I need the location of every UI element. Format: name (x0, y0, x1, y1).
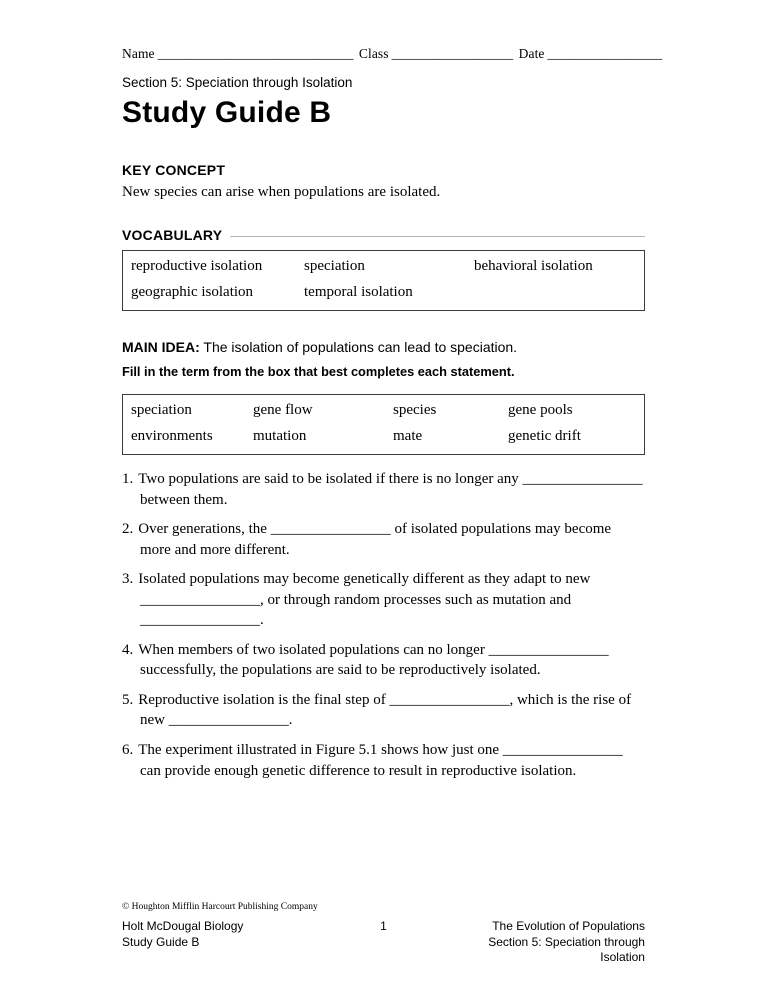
question-text: Over generations, the ________________ of isolated populations may become more and more different. (138, 521, 612, 558)
section-label: Section 5: Speciation through Isolation (122, 75, 353, 90)
key-concept-heading: KEY CONCEPT (122, 162, 226, 178)
key-concept-text: New species can arise when populations are isolated. (122, 184, 441, 200)
question-number: 6. (122, 742, 134, 759)
question-item (122, 569, 645, 631)
question-number: 4. (122, 641, 134, 658)
name-class-date-line (122, 46, 663, 62)
vocab-term: speciation (304, 258, 365, 274)
vocab-term: temporal isolation (304, 284, 413, 300)
footer-book-title: Holt McDougal Biology (122, 919, 244, 934)
vocabulary-box (122, 250, 645, 311)
vocab-term (474, 284, 636, 301)
footer-guide-title: Study Guide B (122, 934, 200, 949)
footer-row (122, 919, 645, 966)
date-blank: _________________ (547, 46, 663, 61)
word-bank-term: mutation (253, 428, 307, 444)
question-item (122, 469, 645, 510)
class-label: Class (358, 46, 389, 61)
question-item (122, 740, 645, 781)
copyright-notice: © Houghton Mifflin Harcourt Publishing Company (122, 902, 318, 913)
question-number: 3. (122, 571, 134, 588)
vocabulary-heading: VOCABULARY (122, 227, 223, 243)
question-list (122, 469, 645, 781)
word-bank-term: species (393, 402, 437, 418)
question-text: Reproductive isolation is the final step of ________________, which is the rise of new ________________. (138, 691, 632, 729)
page-footer (122, 902, 645, 966)
main-idea-line (122, 339, 645, 355)
question-number: 2. (122, 521, 134, 538)
main-idea-text: The isolation of populations can lead to speciation. (199, 339, 518, 355)
main-idea-label: MAIN IDEA: (122, 339, 200, 355)
question-text: When members of two isolated populations can no longer ________________ successfully, the populations are said to be reproductively isolated. (138, 641, 609, 679)
question-number: 5. (122, 691, 134, 708)
question-number: 1. (122, 471, 134, 487)
footer-left (122, 919, 296, 966)
vocab-term: behavioral isolation (474, 258, 593, 274)
word-bank-term: genetic drift (508, 428, 581, 444)
class-blank: __________________ (391, 46, 514, 61)
word-bank-term: environments (131, 428, 213, 444)
question-text: Two populations are said to be isolated if there is no longer any ________________ between them. (138, 471, 643, 508)
word-bank-term: speciation (131, 402, 192, 418)
footer-chapter-title: The Evolution of Populations (492, 919, 645, 934)
word-bank-term: mate (393, 428, 423, 444)
footer-section-title: Section 5: Speciation through Isolation (488, 934, 645, 965)
word-bank-box (122, 394, 645, 455)
vocab-term: geographic isolation (131, 284, 254, 300)
question-text: The experiment illustrated in Figure 5.1 shows how just one ________________ can provide enough genetic difference to result in reproductive isolation. (138, 742, 623, 779)
question-item (122, 640, 645, 681)
name-blank: _____________________________ (157, 46, 354, 61)
date-label: Date (518, 46, 545, 61)
page-number: 1 (380, 919, 387, 934)
question-text: Isolated populations may become genetically different as they adapt to new ________________, or through random processes such as mutation and ________________. (138, 571, 591, 629)
vocab-term: reproductive isolation (131, 258, 263, 274)
vocabulary-heading-row (122, 227, 645, 243)
word-bank-term: gene flow (253, 402, 313, 418)
footer-right (471, 919, 645, 966)
page-title: Study Guide B (122, 96, 332, 129)
vocabulary-heading-rule (230, 236, 645, 237)
name-label: Name (122, 46, 155, 61)
question-item (122, 690, 645, 731)
fill-in-instruction: Fill in the term from the box that best completes each statement. (122, 364, 515, 379)
question-item (122, 519, 645, 560)
word-bank-term: gene pools (508, 402, 573, 418)
